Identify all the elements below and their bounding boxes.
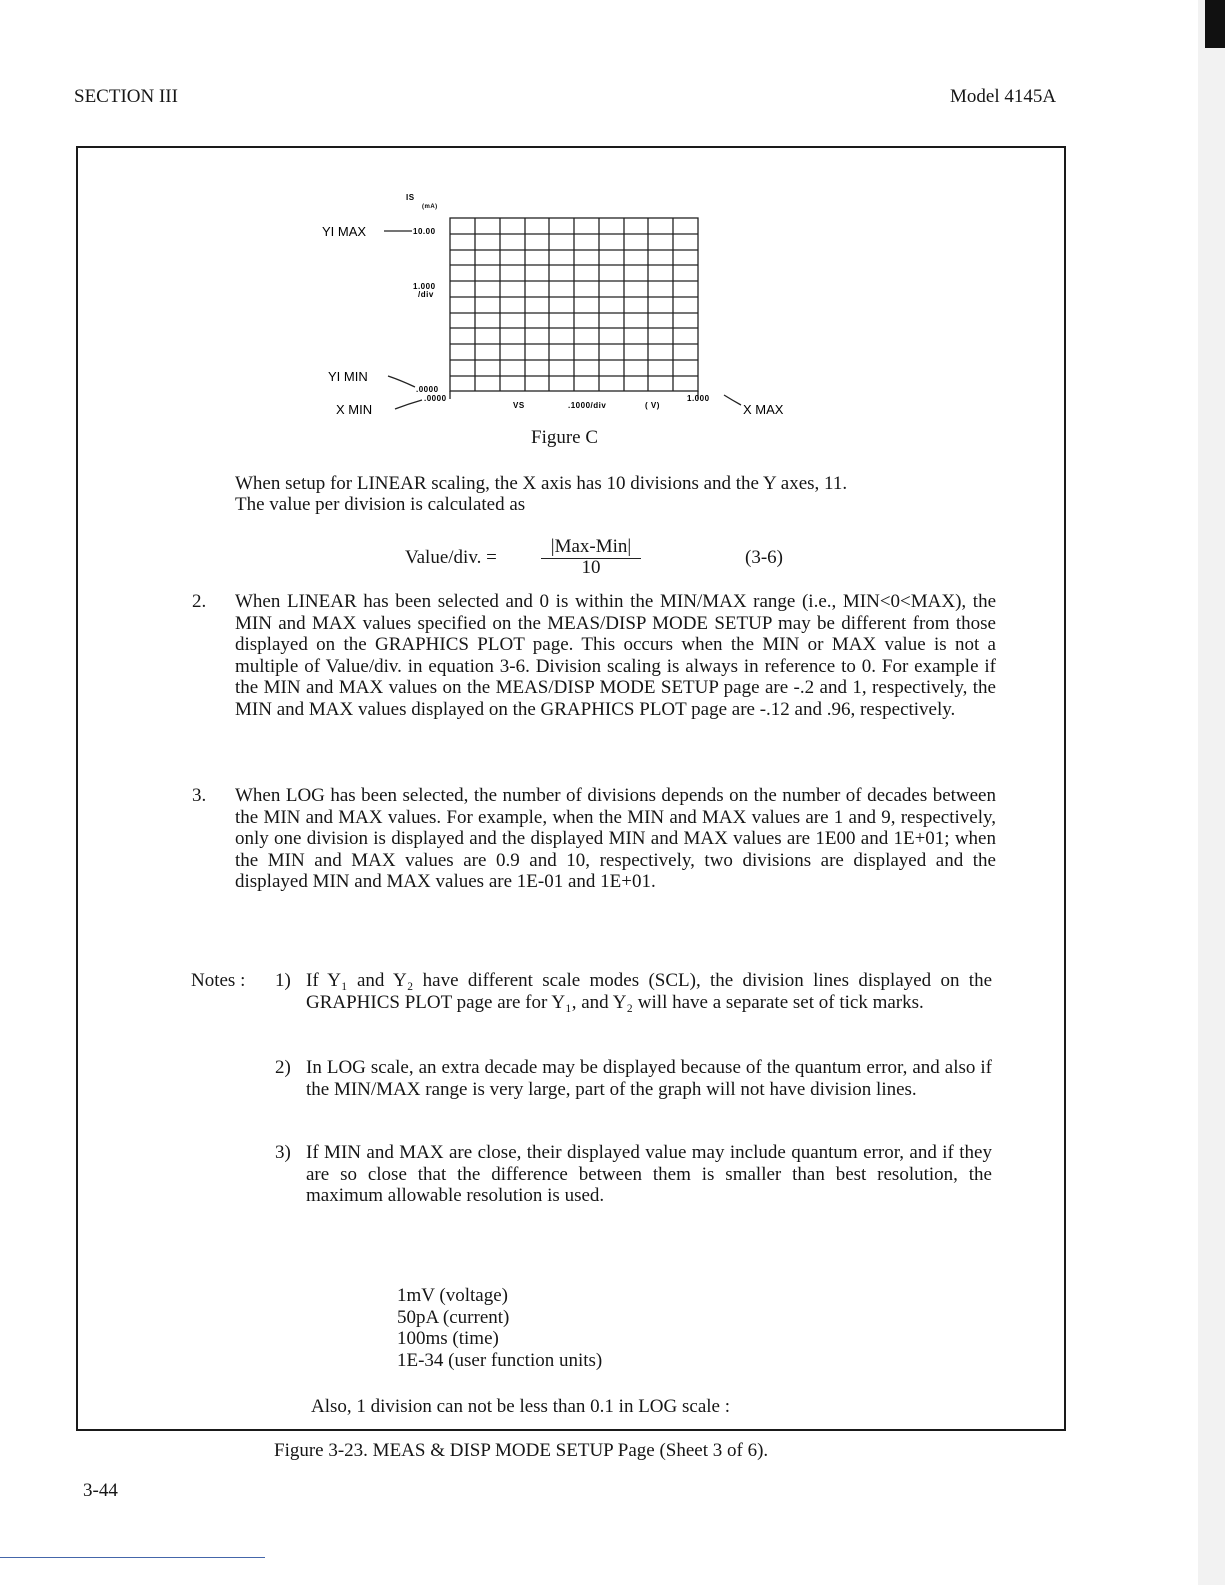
x-min-label: X MIN (336, 402, 373, 417)
equation-denominator: 10 (581, 557, 601, 578)
y-per-div-unit: /div (418, 290, 434, 299)
note-3-number: 3) (275, 1142, 291, 1163)
y-unit-label: IS (406, 193, 415, 202)
y-unit-sub-label: (mA) (422, 204, 438, 210)
x-max-value: 1.000 (687, 394, 710, 403)
note-3-text: If MIN and MAX are close, their displayed value may include quantum error, and if they are so close that the difference between them is smaller than best resolution, the maximum allowable resolution is used. (306, 1142, 992, 1207)
y-per-div-value: 1.000 (413, 282, 436, 291)
x-min-value: .0000 (424, 394, 447, 403)
item-3-number: 3. (192, 785, 207, 806)
binding-mark (1205, 0, 1225, 48)
label-leaders (384, 231, 741, 409)
resolution-item-time: 100ms (time) (397, 1328, 499, 1350)
page-binding-edge (1198, 0, 1225, 1585)
figure-3-23-caption: Figure 3-23. MEAS & DISP MODE SETUP Page (Sheet 3 of 6). (274, 1440, 769, 1461)
item-2-number: 2. (192, 591, 207, 612)
figure-c-caption: Figure C (531, 427, 599, 448)
note-1-text: If Y₁ and Y₂ have different scale modes (SCL), the division lines displayed on the GRAPHICS PLOT page are for Y₁, and Y₂ will have a separate set of tick marks. (306, 970, 992, 1013)
resolution-list (397, 1285, 602, 1371)
equation-lhs: Value/div. = (405, 547, 497, 568)
model-header: Model 4145A (950, 86, 1057, 107)
resolution-item-voltage: 1mV (voltage) (397, 1285, 508, 1306)
scan-edge-line (0, 1557, 265, 1558)
resolution-item-user-function: 1E-34 (user function units) (397, 1349, 603, 1371)
resolution-item-current: 50pA (current) (397, 1306, 510, 1328)
note-2-number: 2) (275, 1057, 291, 1078)
yi-min-label: YI MIN (328, 369, 368, 384)
x-per-div-label: .1000/div (568, 401, 607, 410)
yi-max-label: YI MAX (322, 224, 367, 239)
intro-line-1: When setup for LINEAR scaling, the X axis has 10 divisions and the Y axes, 11. (235, 473, 848, 494)
page-number: 3-44 (83, 1480, 118, 1501)
item-3-text: When LOG has been selected, the number of divisions depends on the number of decades between the MIN and MAX values. For example, when the MIN and MAX values are 1 and 9, respectively, only one division is displayed and the displayed MIN and MAX values are 1E00 and 1E+01; when the MIN and MAX values are 0.9 and 10, respectively, two divisions are displayed and the displayed MIN and MAX values are 1E-01 and 1E+01. (235, 785, 996, 893)
note-2-text: In LOG scale, an extra decade may be displayed because of the quantum error, and also if the MIN/MAX range is very large, part of the graph will not have division lines. (306, 1057, 992, 1100)
item-2-text: When LINEAR has been selected and 0 is within the MIN/MAX range (i.e., MIN<0<MAX), the MIN and MAX values specified on the MEAS/DISP MODE SETUP may be different from those displayed on the GRAPHICS PLOT page. This occurs when the MIN or MAX value is not a multiple of Value/div. in equation 3-6. Division scaling is always in reference to 0. For example if the MIN and MAX values on the MEAS/DISP MODE SETUP page are -.2 and 1, respectively, the MIN and MAX values displayed on the GRAPHICS PLOT page are -.12 and .96, respectively. (235, 591, 996, 720)
graph-grid (450, 218, 698, 399)
yi-min-value: .0000 (416, 385, 439, 394)
figure-c-graph (300, 190, 820, 420)
yi-max-value: 10.00 (413, 227, 436, 236)
notes-label: Notes : (191, 970, 246, 991)
equation-number: (3-6) (745, 547, 783, 568)
x-max-label: X MAX (743, 402, 784, 417)
note-1-number: 1) (275, 970, 291, 991)
x-unit-label: ( V) (645, 401, 660, 410)
section-header: SECTION III (74, 86, 178, 107)
equation-numerator: |Max-Min| (550, 536, 632, 557)
log-scale-note: Also, 1 division can not be less than 0.1 in LOG scale : (311, 1396, 730, 1417)
x-variable-label: VS (513, 401, 525, 410)
intro-line-2: The value per division is calculated as (235, 494, 526, 515)
